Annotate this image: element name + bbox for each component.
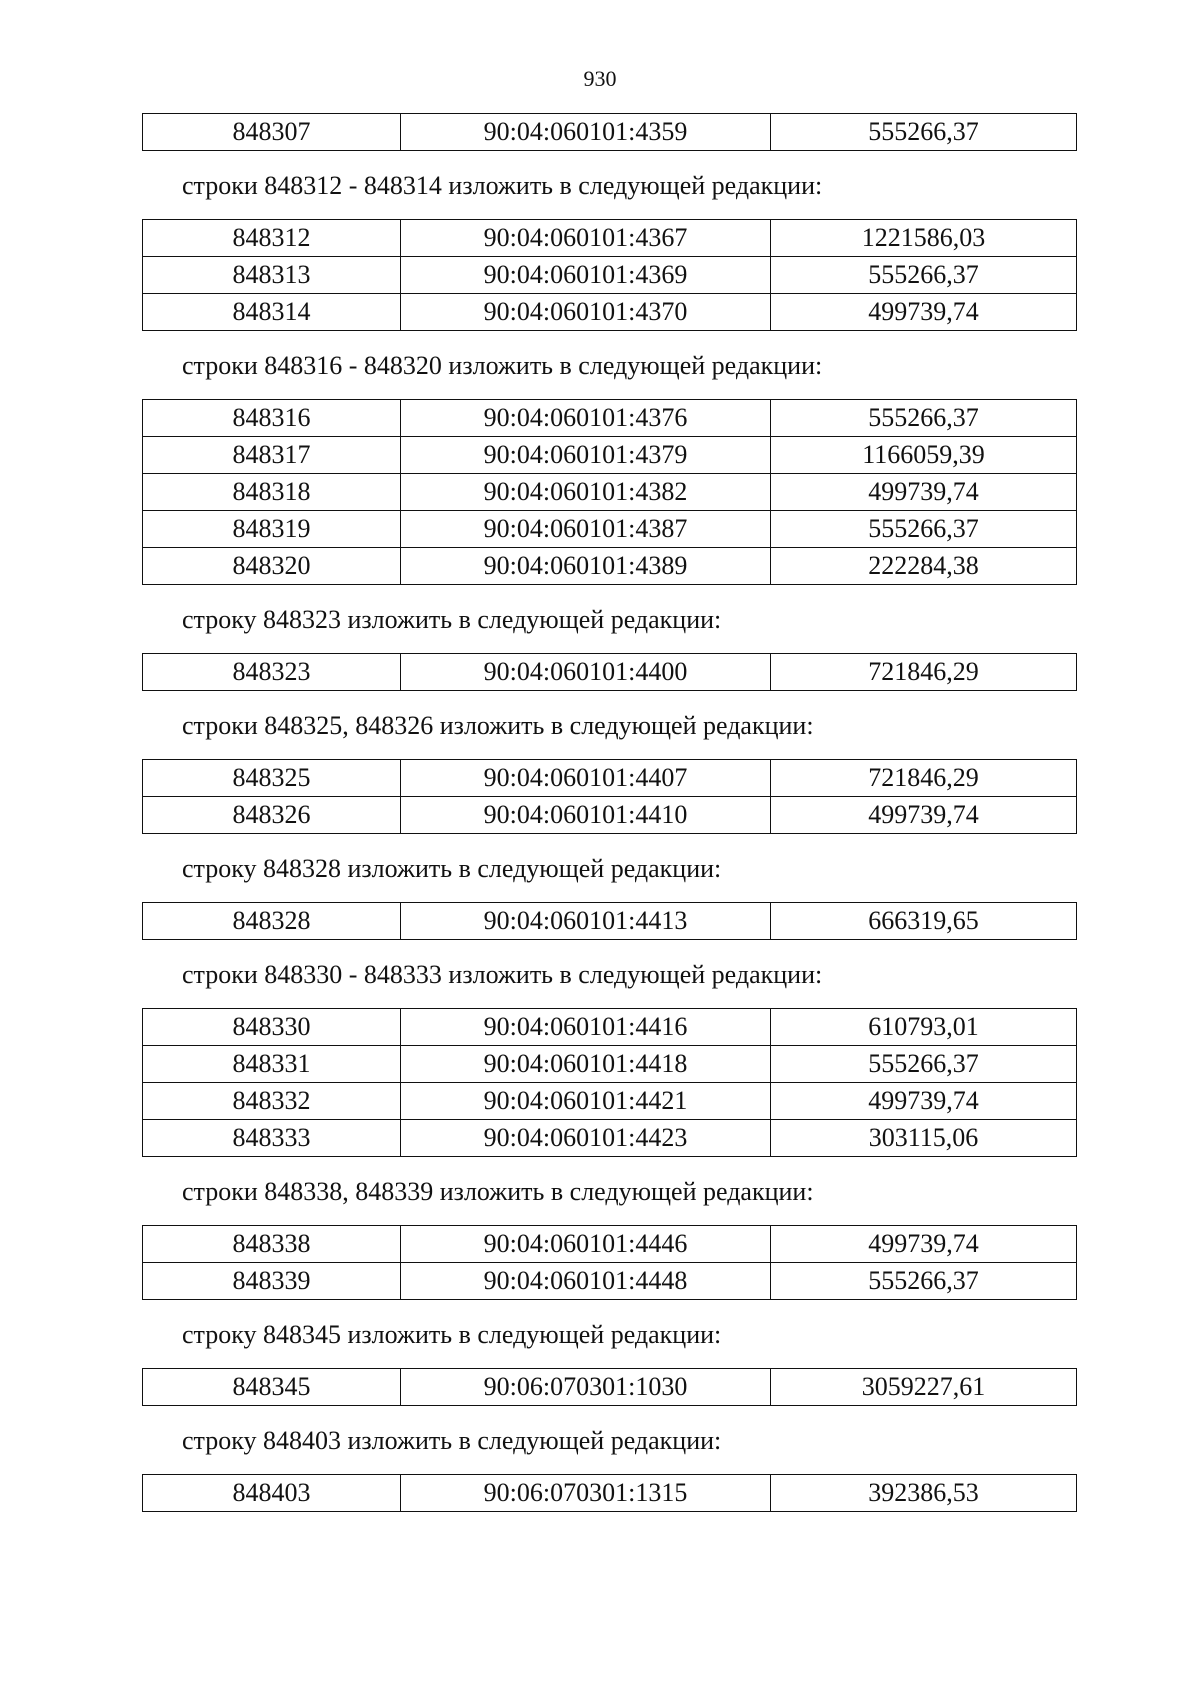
- amendment-instruction: строку 848345 изложить в следующей редакции:: [182, 1320, 722, 1349]
- row-number-cell: 848317: [143, 437, 401, 474]
- amount-cell: 3059227,61: [771, 1369, 1077, 1406]
- row-number-cell: 848320: [143, 548, 401, 585]
- row-number-cell: 848314: [143, 294, 401, 331]
- row-number-cell: 848330: [143, 1009, 401, 1046]
- cadastral-number-cell: 90:04:060101:4410: [401, 797, 771, 834]
- cadastral-number-cell: 90:04:060101:4370: [401, 294, 771, 331]
- table-row: [143, 400, 1077, 437]
- amount-cell: 499739,74: [771, 1083, 1077, 1120]
- row-number-cell: 848332: [143, 1083, 401, 1120]
- amendment-instruction: строки 848316 - 848320 изложить в следующей редакции:: [182, 351, 823, 380]
- table-row: [143, 1226, 1077, 1263]
- table-row: [143, 437, 1077, 474]
- cadastral-number-cell: 90:04:060101:4407: [401, 760, 771, 797]
- table-row: [143, 474, 1077, 511]
- cadastral-number-cell: 90:06:070301:1315: [401, 1475, 771, 1512]
- cadastral-number-cell: 90:04:060101:4359: [401, 114, 771, 151]
- row-number-cell: 848323: [143, 654, 401, 691]
- amendment-table: [142, 399, 1077, 585]
- table-row: [143, 1475, 1077, 1512]
- amount-cell: 610793,01: [771, 1009, 1077, 1046]
- amount-cell: 721846,29: [771, 760, 1077, 797]
- cadastral-number-cell: 90:04:060101:4418: [401, 1046, 771, 1083]
- amendment-table: [142, 1008, 1077, 1157]
- row-number-cell: 848339: [143, 1263, 401, 1300]
- amount-cell: 721846,29: [771, 654, 1077, 691]
- amendment-table: [142, 113, 1077, 151]
- cadastral-number-cell: 90:04:060101:4421: [401, 1083, 771, 1120]
- amendment-instruction: строку 848403 изложить в следующей редакции:: [182, 1426, 722, 1455]
- table-row: [143, 294, 1077, 331]
- table-row: [143, 548, 1077, 585]
- amount-cell: 555266,37: [771, 400, 1077, 437]
- amount-cell: 666319,65: [771, 903, 1077, 940]
- row-number-cell: 848319: [143, 511, 401, 548]
- amendment-table: [142, 902, 1077, 940]
- row-number-cell: 848325: [143, 760, 401, 797]
- amount-cell: 392386,53: [771, 1475, 1077, 1512]
- amendment-table: [142, 1474, 1077, 1512]
- row-number-cell: 848331: [143, 1046, 401, 1083]
- row-number-cell: 848338: [143, 1226, 401, 1263]
- cadastral-number-cell: 90:04:060101:4400: [401, 654, 771, 691]
- amount-cell: 555266,37: [771, 257, 1077, 294]
- amount-cell: 555266,37: [771, 511, 1077, 548]
- cadastral-number-cell: 90:04:060101:4446: [401, 1226, 771, 1263]
- row-number-cell: 848326: [143, 797, 401, 834]
- amendment-instruction: строки 848338, 848339 изложить в следующей редакции:: [182, 1177, 814, 1206]
- table-row: [143, 1009, 1077, 1046]
- table-row: [143, 1046, 1077, 1083]
- row-number-cell: 848403: [143, 1475, 401, 1512]
- table-row: [143, 903, 1077, 940]
- table-row: [143, 1083, 1077, 1120]
- row-number-cell: 848316: [143, 400, 401, 437]
- amendment-table: [142, 653, 1077, 691]
- table-row: [143, 797, 1077, 834]
- row-number-cell: 848333: [143, 1120, 401, 1157]
- amount-cell: 499739,74: [771, 474, 1077, 511]
- amendment-table: [142, 759, 1077, 834]
- row-number-cell: 848328: [143, 903, 401, 940]
- amount-cell: 499739,74: [771, 1226, 1077, 1263]
- page-number: 930: [583, 66, 617, 91]
- amendment-table: [142, 1225, 1077, 1300]
- cadastral-number-cell: 90:04:060101:4448: [401, 1263, 771, 1300]
- cadastral-number-cell: 90:04:060101:4367: [401, 220, 771, 257]
- row-number-cell: 848313: [143, 257, 401, 294]
- amount-cell: 1166059,39: [771, 437, 1077, 474]
- table-row: [143, 114, 1077, 151]
- amount-cell: 1221586,03: [771, 220, 1077, 257]
- amendment-instruction: строку 848328 изложить в следующей редакции:: [182, 854, 722, 883]
- table-row: [143, 654, 1077, 691]
- cadastral-number-cell: 90:04:060101:4413: [401, 903, 771, 940]
- cadastral-number-cell: 90:04:060101:4389: [401, 548, 771, 585]
- document-body: [142, 113, 1076, 1512]
- amount-cell: 303115,06: [771, 1120, 1077, 1157]
- table-row: [143, 1263, 1077, 1300]
- cadastral-number-cell: 90:04:060101:4376: [401, 400, 771, 437]
- row-number-cell: 848312: [143, 220, 401, 257]
- table-row: [143, 760, 1077, 797]
- amount-cell: 555266,37: [771, 114, 1077, 151]
- table-row: [143, 1369, 1077, 1406]
- amendment-table: [142, 219, 1077, 331]
- table-row: [143, 220, 1077, 257]
- table-row: [143, 511, 1077, 548]
- cadastral-number-cell: 90:04:060101:4379: [401, 437, 771, 474]
- amendment-instruction: строки 848325, 848326 изложить в следующей редакции:: [182, 711, 814, 740]
- amount-cell: 499739,74: [771, 797, 1077, 834]
- row-number-cell: 848345: [143, 1369, 401, 1406]
- amendment-instruction: строки 848312 - 848314 изложить в следующей редакции:: [182, 171, 823, 200]
- cadastral-number-cell: 90:04:060101:4423: [401, 1120, 771, 1157]
- row-number-cell: 848318: [143, 474, 401, 511]
- amount-cell: 499739,74: [771, 294, 1077, 331]
- cadastral-number-cell: 90:04:060101:4369: [401, 257, 771, 294]
- cadastral-number-cell: 90:04:060101:4382: [401, 474, 771, 511]
- table-row: [143, 1120, 1077, 1157]
- amendment-instruction: строку 848323 изложить в следующей редакции:: [182, 605, 722, 634]
- table-row: [143, 257, 1077, 294]
- amount-cell: 222284,38: [771, 548, 1077, 585]
- amount-cell: 555266,37: [771, 1263, 1077, 1300]
- cadastral-number-cell: 90:04:060101:4387: [401, 511, 771, 548]
- amendment-instruction: строки 848330 - 848333 изложить в следующей редакции:: [182, 960, 823, 989]
- amendment-table: [142, 1368, 1077, 1406]
- row-number-cell: 848307: [143, 114, 401, 151]
- amount-cell: 555266,37: [771, 1046, 1077, 1083]
- cadastral-number-cell: 90:06:070301:1030: [401, 1369, 771, 1406]
- cadastral-number-cell: 90:04:060101:4416: [401, 1009, 771, 1046]
